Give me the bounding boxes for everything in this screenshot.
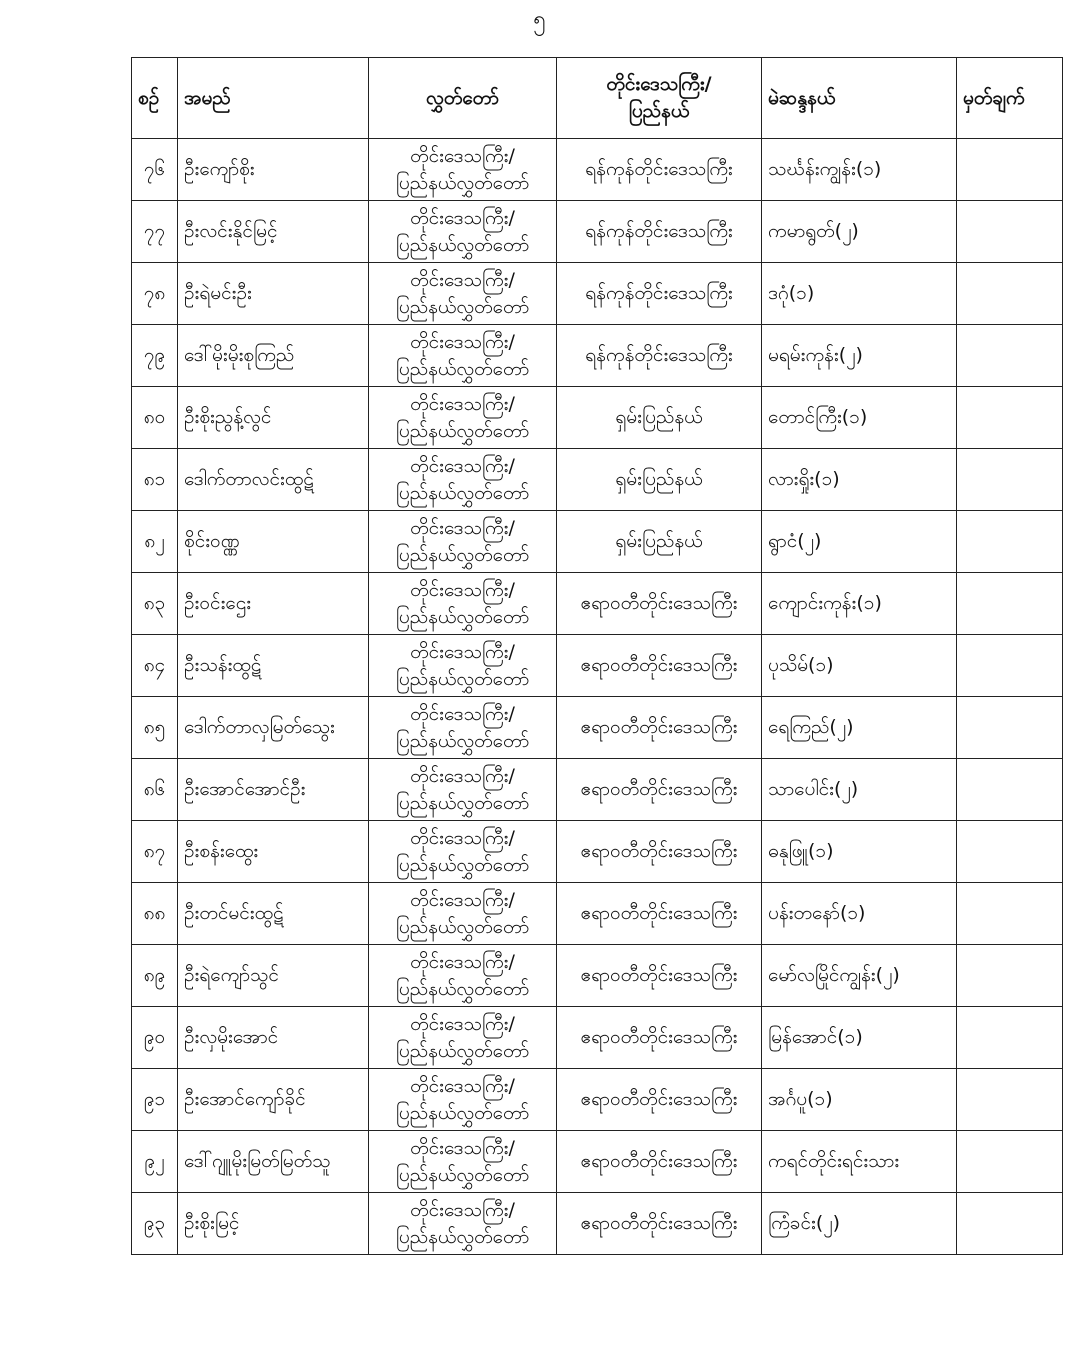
row-region: ရန်ကုန်တိုင်းဒေသကြီး: [557, 263, 762, 325]
row-name: စိုင်းဝဏ္ဏ: [178, 511, 369, 573]
row-hluttaw-line2: ပြည်နယ်လွှတ်တော်: [395, 853, 530, 876]
row-remarks: [957, 387, 1063, 449]
row-number: ၇၈: [132, 263, 178, 325]
row-hluttaw: [369, 697, 557, 759]
row-remarks: [957, 511, 1063, 573]
row-region: ရှမ်းပြည်နယ်: [557, 387, 762, 449]
header-hluttaw: လွှတ်တော်: [369, 58, 557, 139]
page-number: ၅: [533, 7, 546, 32]
row-hluttaw-line1: တိုင်းဒေသကြီး/: [410, 454, 515, 477]
row-hluttaw: [369, 263, 557, 325]
row-name: ဒေါက်တာလင်းထွဋ်: [178, 449, 369, 511]
row-number: ၉၃: [132, 1193, 178, 1255]
row-hluttaw-line2: ပြည်နယ်လွှတ်တော်: [395, 543, 530, 566]
row-hluttaw-line1: တိုင်းဒေသကြီး/: [410, 392, 515, 415]
row-hluttaw-line1: တိုင်းဒေသကြီး/: [410, 1074, 515, 1097]
table-row: [132, 883, 1063, 945]
row-hluttaw: [369, 1131, 557, 1193]
row-remarks: [957, 945, 1063, 1007]
row-name: ဦးသန်းထွဋ်: [178, 635, 369, 697]
row-constituency: ဓနုဖြူ(၁): [762, 821, 957, 883]
row-number: ၇၆: [132, 139, 178, 201]
row-hluttaw-line1: တိုင်းဒေသကြီး/: [410, 764, 515, 787]
row-region: ဧရာဝတီတိုင်းဒေသကြီး: [557, 635, 762, 697]
row-hluttaw-line1: တိုင်းဒေသကြီး/: [410, 330, 515, 353]
row-region: ရန်ကုန်တိုင်းဒေသကြီး: [557, 201, 762, 263]
row-remarks: [957, 697, 1063, 759]
row-remarks: [957, 883, 1063, 945]
row-number: ၈၇: [132, 821, 178, 883]
table-row: [132, 449, 1063, 511]
row-constituency: ကရင်တိုင်းရင်းသား: [762, 1131, 957, 1193]
header-remarks: မှတ်ချက်: [957, 58, 1063, 139]
row-hluttaw-line2: ပြည်နယ်လွှတ်တော်: [395, 791, 530, 814]
row-hluttaw-line2: ပြည်နယ်လွှတ်တော်: [395, 171, 530, 194]
table-row: [132, 573, 1063, 635]
row-name: ဒေါ်ဂျူမိုးမြတ်မြတ်သူ: [178, 1131, 369, 1193]
row-constituency: ရေကြည်(၂): [762, 697, 957, 759]
header-region: [557, 58, 762, 139]
row-region: ဧရာဝတီတိုင်းဒေသကြီး: [557, 697, 762, 759]
header-region-line2: ပြည်နယ်: [628, 100, 690, 122]
row-hluttaw-line2: ပြည်နယ်လွှတ်တော်: [395, 667, 530, 690]
row-hluttaw: [369, 449, 557, 511]
row-remarks: [957, 759, 1063, 821]
table-row: [132, 1069, 1063, 1131]
row-hluttaw-line1: တိုင်းဒေသကြီး/: [410, 826, 515, 849]
row-remarks: [957, 325, 1063, 387]
row-hluttaw-line2: ပြည်နယ်လွှတ်တော်: [395, 1101, 530, 1124]
row-remarks: [957, 1193, 1063, 1255]
row-hluttaw-line1: တိုင်းဒေသကြီး/: [410, 578, 515, 601]
row-constituency: ရွာငံ(၂): [762, 511, 957, 573]
row-constituency: ကြံခင်း(၂): [762, 1193, 957, 1255]
row-region: ဧရာဝတီတိုင်းဒေသကြီး: [557, 1131, 762, 1193]
table-row: [132, 1007, 1063, 1069]
row-hluttaw: [369, 387, 557, 449]
row-name: ဦးစိုးမြင့်: [178, 1193, 369, 1255]
row-hluttaw-line2: ပြည်နယ်လွှတ်တော်: [395, 419, 530, 442]
row-hluttaw-line1: တိုင်းဒေသကြီး/: [410, 640, 515, 663]
row-name: ဦးရဲကျော်သွင်: [178, 945, 369, 1007]
row-name: ဦးရဲမင်းဦး: [178, 263, 369, 325]
row-constituency: မြန်အောင်(၁): [762, 1007, 957, 1069]
row-number: ၈၀: [132, 387, 178, 449]
row-number: ၈၃: [132, 573, 178, 635]
row-remarks: [957, 821, 1063, 883]
row-hluttaw: [369, 945, 557, 1007]
row-number: ၉၂: [132, 1131, 178, 1193]
row-hluttaw-line2: ပြည်နယ်လွှတ်တော်: [395, 1225, 530, 1248]
row-constituency: ပန်းတနော်(၁): [762, 883, 957, 945]
row-hluttaw-line1: တိုင်းဒေသကြီး/: [410, 144, 515, 167]
row-name: ဒေါက်တာလှမြတ်သွေး: [178, 697, 369, 759]
row-hluttaw-line1: တိုင်းဒေသကြီး/: [410, 1136, 515, 1159]
row-constituency: ဒဂုံ(၁): [762, 263, 957, 325]
row-name: ဦးတင်မင်းထွဋ်: [178, 883, 369, 945]
row-hluttaw-line1: တိုင်းဒေသကြီး/: [410, 950, 515, 973]
row-remarks: [957, 573, 1063, 635]
row-hluttaw: [369, 325, 557, 387]
table-row: [132, 635, 1063, 697]
row-number: ၈၄: [132, 635, 178, 697]
row-region: ရှမ်းပြည်နယ်: [557, 511, 762, 573]
table-row: [132, 1131, 1063, 1193]
table-header-row: [132, 58, 1063, 139]
row-hluttaw: [369, 1069, 557, 1131]
row-hluttaw-line1: တိုင်းဒေသကြီး/: [410, 1198, 515, 1221]
row-hluttaw-line1: တိုင်းဒေသကြီး/: [410, 888, 515, 911]
row-remarks: [957, 263, 1063, 325]
row-number: ၉၀: [132, 1007, 178, 1069]
header-region-line1: တိုင်းဒေသကြီး/: [606, 73, 712, 95]
row-hluttaw-line1: တိုင်းဒေသကြီး/: [410, 1012, 515, 1035]
row-constituency: ကမာရွတ်(၂): [762, 201, 957, 263]
row-region: ရန်ကုန်တိုင်းဒေသကြီး: [557, 139, 762, 201]
row-hluttaw-line2: ပြည်နယ်လွှတ်တော်: [395, 233, 530, 256]
row-hluttaw-line2: ပြည်နယ်လွှတ်တော်: [395, 729, 530, 752]
table-row: [132, 821, 1063, 883]
row-region: ဧရာဝတီတိုင်းဒေသကြီး: [557, 1069, 762, 1131]
table-row: [132, 387, 1063, 449]
row-remarks: [957, 1131, 1063, 1193]
row-name: ဦးကျော်စိုး: [178, 139, 369, 201]
row-remarks: [957, 1069, 1063, 1131]
row-hluttaw: [369, 1007, 557, 1069]
row-region: ဧရာဝတီတိုင်းဒေသကြီး: [557, 883, 762, 945]
row-hluttaw-line2: ပြည်နယ်လွှတ်တော်: [395, 481, 530, 504]
row-remarks: [957, 201, 1063, 263]
row-number: ၈၅: [132, 697, 178, 759]
header-no: စဉ်: [132, 58, 178, 139]
row-region: ဧရာဝတီတိုင်းဒေသကြီး: [557, 573, 762, 635]
row-constituency: ပုသိမ်(၁): [762, 635, 957, 697]
row-hluttaw: [369, 883, 557, 945]
row-hluttaw-line1: တိုင်းဒေသကြီး/: [410, 702, 515, 725]
row-region: ဧရာဝတီတိုင်းဒေသကြီး: [557, 821, 762, 883]
row-region: ရှမ်းပြည်နယ်: [557, 449, 762, 511]
row-hluttaw-line1: တိုင်းဒေသကြီး/: [410, 268, 515, 291]
row-remarks: [957, 1007, 1063, 1069]
row-constituency: အင်္ဂပူ(၁): [762, 1069, 957, 1131]
row-hluttaw: [369, 759, 557, 821]
table-row: [132, 1193, 1063, 1255]
row-remarks: [957, 449, 1063, 511]
row-region: ရန်ကုန်တိုင်းဒေသကြီး: [557, 325, 762, 387]
row-hluttaw: [369, 511, 557, 573]
row-region: ဧရာဝတီတိုင်းဒေသကြီး: [557, 945, 762, 1007]
row-region: ဧရာဝတီတိုင်းဒေသကြီး: [557, 1007, 762, 1069]
row-hluttaw-line2: ပြည်နယ်လွှတ်တော်: [395, 977, 530, 1000]
row-remarks: [957, 635, 1063, 697]
row-constituency: ကျောင်းကုန်း(၁): [762, 573, 957, 635]
row-number: ၇၇: [132, 201, 178, 263]
row-constituency: မော်လမြိုင်ကျွန်း(၂): [762, 945, 957, 1007]
row-hluttaw: [369, 201, 557, 263]
row-hluttaw-line1: တိုင်းဒေသကြီး/: [410, 516, 515, 539]
row-hluttaw: [369, 573, 557, 635]
row-hluttaw-line2: ပြည်နယ်လွှတ်တော်: [395, 605, 530, 628]
row-number: ၈၈: [132, 883, 178, 945]
row-name: ဦးစန်းထွေး: [178, 821, 369, 883]
row-hluttaw-line2: ပြည်နယ်လွှတ်တော်: [395, 1163, 530, 1186]
table-row: [132, 759, 1063, 821]
row-hluttaw: [369, 821, 557, 883]
row-name: ဒေါ်မိုးမိုးစုကြည်: [178, 325, 369, 387]
header-constituency: မဲဆန္ဒနယ်: [762, 58, 957, 139]
row-hluttaw: [369, 1193, 557, 1255]
representatives-table: [131, 57, 1063, 1255]
table-row: [132, 325, 1063, 387]
row-region: ဧရာဝတီတိုင်းဒေသကြီး: [557, 759, 762, 821]
table-row: [132, 201, 1063, 263]
row-name: ဦးဝင်းဌေး: [178, 573, 369, 635]
row-number: ၈၉: [132, 945, 178, 1007]
row-constituency: သာပေါင်း(၂): [762, 759, 957, 821]
row-hluttaw-line2: ပြည်နယ်လွှတ်တော်: [395, 1039, 530, 1062]
row-number: ၈၆: [132, 759, 178, 821]
row-name: ဦးလင်းနိုင်မြင့်: [178, 201, 369, 263]
row-constituency: မရမ်းကုန်း(၂): [762, 325, 957, 387]
row-hluttaw: [369, 635, 557, 697]
row-remarks: [957, 139, 1063, 201]
row-name: ဦးအောင်ကျော်ခိုင်: [178, 1069, 369, 1131]
row-number: ၉၁: [132, 1069, 178, 1131]
row-name: ဦးစိုးညွန့်လွင်: [178, 387, 369, 449]
row-region: ဧရာဝတီတိုင်းဒေသကြီး: [557, 1193, 762, 1255]
row-constituency: လားရှိုး(၁): [762, 449, 957, 511]
row-number: ၈၁: [132, 449, 178, 511]
row-name: ဦးလှမိုးအောင်: [178, 1007, 369, 1069]
row-constituency: တောင်ကြီး(၁): [762, 387, 957, 449]
row-hluttaw: [369, 139, 557, 201]
table-row: [132, 511, 1063, 573]
row-constituency: သင်္ဃန်းကျွန်း(၁): [762, 139, 957, 201]
row-number: ၇၉: [132, 325, 178, 387]
table-row: [132, 945, 1063, 1007]
row-hluttaw-line2: ပြည်နယ်လွှတ်တော်: [395, 915, 530, 938]
row-hluttaw-line2: ပြည်နယ်လွှတ်တော်: [395, 295, 530, 318]
row-name: ဦးအောင်အောင်ဦး: [178, 759, 369, 821]
table-row: [132, 139, 1063, 201]
row-hluttaw-line1: တိုင်းဒေသကြီး/: [410, 206, 515, 229]
row-number: ၈၂: [132, 511, 178, 573]
table-row: [132, 697, 1063, 759]
header-name: အမည်: [178, 58, 369, 139]
row-hluttaw-line2: ပြည်နယ်လွှတ်တော်: [395, 357, 530, 380]
table-row: [132, 263, 1063, 325]
